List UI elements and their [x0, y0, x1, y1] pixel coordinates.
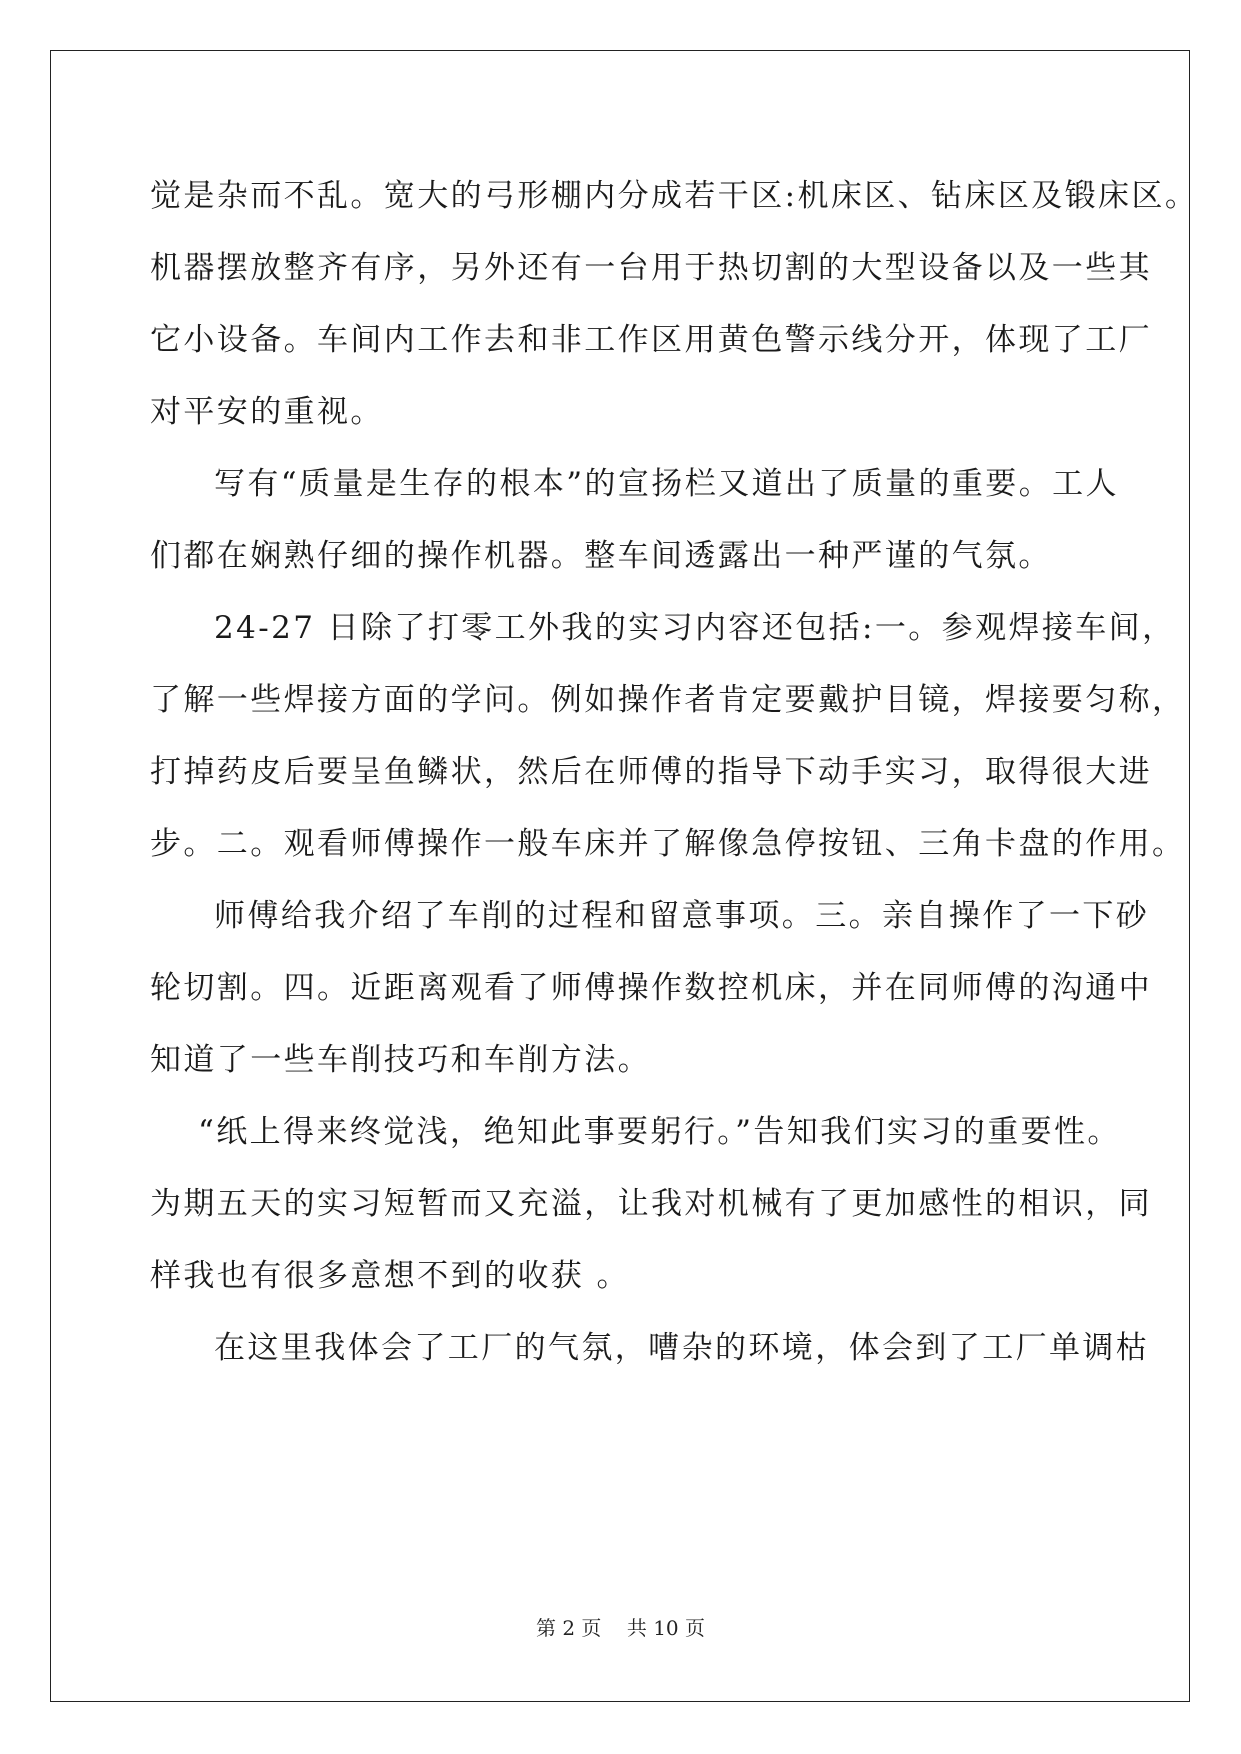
text-line-9: 打掉药皮后要呈鱼鳞状，然后在师傅的指导下动手实习，取得很大进 [150, 754, 1152, 790]
text-line-4: 对平安的重视。 [150, 394, 384, 430]
text-line-7: 24-27 日除了打零工外我的实习内容还包括:一。参观焊接车间， [214, 610, 1176, 646]
text-line-14: “纸上得来终觉浅，绝知此事要躬行。”告知我们实习的重要性。 [198, 1114, 1121, 1150]
text-line-6: 们都在娴熟仔细的操作机器。整车间透露出一种严谨的气氛。 [150, 538, 1052, 574]
text-line-12: 轮切割。四。近距离观看了师傅操作数控机床，并在同师傅的沟通中 [150, 970, 1152, 1006]
text-line-8: 了解一些焊接方面的学问。例如操作者肯定要戴护目镜，焊接要匀称， [150, 682, 1186, 718]
page-number-footer: 第 2 页 共 10 页 [535, 1616, 706, 1640]
text-line-16: 样我也有很多意想不到的收获 。 [150, 1258, 630, 1294]
text-line-10: 步。二。观看师傅操作一般车床并了解像急停按钮、三角卡盘的作用。 [150, 826, 1186, 862]
text-line-2: 机器摆放整齐有序，另外还有一台用于热切割的大型设备以及一些其 [150, 250, 1152, 286]
text-line-13: 知道了一些车削技巧和车削方法。 [150, 1042, 651, 1078]
text-line-17: 在这里我体会了工厂的气氛，嘈杂的环境，体会到了工厂单调枯 [214, 1330, 1150, 1366]
text-line-3: 它小设备。车间内工作去和非工作区用黄色警示线分开，体现了工厂 [150, 322, 1152, 358]
text-line-1: 觉是杂而不乱。宽大的弓形棚内分成若干区:机床区、钻床区及锻床区。 [150, 178, 1199, 214]
text-line-11: 师傅给我介绍了车削的过程和留意事项。三。亲自操作了一下砂 [214, 898, 1150, 934]
text-line-5: 写有“质量是生存的根本”的宣扬栏又道出了质量的重要。工人 [214, 466, 1119, 502]
text-line-15: 为期五天的实习短暂而又充溢，让我对机械有了更加感性的相识，同 [150, 1186, 1152, 1222]
document-body [150, 160, 1199, 1384]
